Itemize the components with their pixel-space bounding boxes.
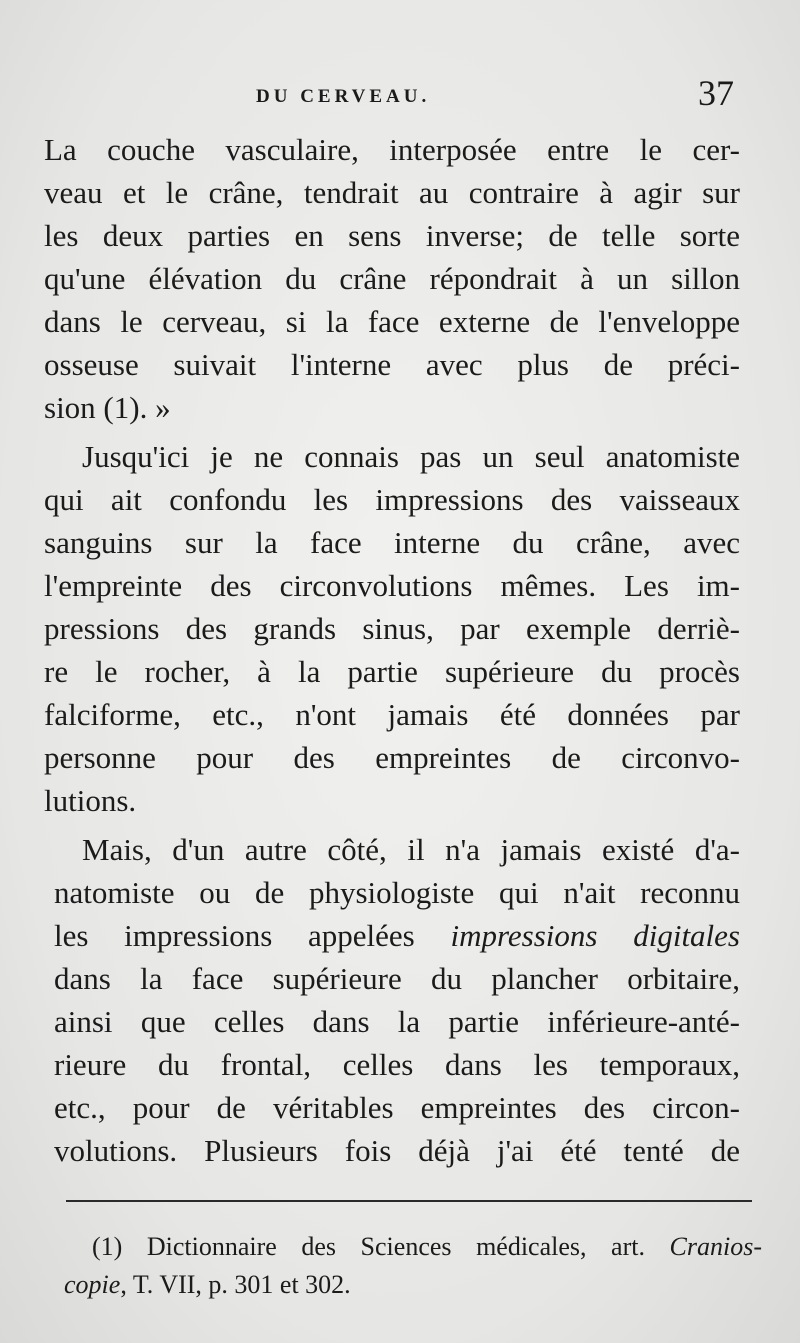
text-line: lutions. xyxy=(44,783,137,818)
text-line: etc., pour de véritables empreintes des circon- xyxy=(54,1090,740,1125)
text-line: re le rocher, à la partie supérieure du procès xyxy=(44,654,740,689)
body-text xyxy=(44,128,740,1172)
text-fragment: les impressions appelées xyxy=(54,918,451,953)
text-line: les deux parties en sens inverse; de telle sorte xyxy=(44,218,740,253)
footnote xyxy=(64,1228,762,1304)
page-header xyxy=(0,72,800,122)
text-line: natomiste ou de physiologiste qui n'ait reconnu xyxy=(54,875,740,910)
text-line: dans le cerveau, si la face externe de l'enveloppe xyxy=(44,304,740,339)
paragraph-start-line: Jusqu'ici je ne connais pas un seul anatomiste xyxy=(82,439,740,474)
text-line: osseuse suivait l'interne avec plus de préci- xyxy=(44,347,740,382)
text-line: pressions des grands sinus, par exemple derriè- xyxy=(44,611,740,646)
text-line: dans la face supérieure du plancher orbitaire, xyxy=(54,961,740,996)
text-line: ainsi que celles dans la partie inférieure-anté- xyxy=(54,1004,740,1039)
text-line: sion (1). » xyxy=(44,390,171,425)
text-line: rieure du frontal, celles dans les temporaux, xyxy=(54,1047,740,1082)
text-line: falciforme, etc., n'ont jamais été données par xyxy=(44,697,740,732)
footnote-text: , T. VII, p. 301 et 302. xyxy=(120,1270,351,1299)
text-line: personne pour des empreintes de circonvo- xyxy=(44,740,740,775)
text-line: sanguins sur la face interne du crâne, avec xyxy=(44,525,740,560)
footnote-italic: Cranios- xyxy=(669,1232,762,1261)
text-line: veau et le crâne, tendrait au contraire à agir sur xyxy=(44,175,740,210)
footnote-italic: copie xyxy=(64,1270,121,1299)
text-line: l'empreinte des circonvolutions mêmes. Les im- xyxy=(44,568,740,603)
page-number: 37 xyxy=(698,73,734,113)
footnote-line xyxy=(64,1266,762,1304)
footnote-line xyxy=(92,1228,762,1266)
footnote-rule xyxy=(66,1200,752,1202)
text-line: volutions. Plusieurs fois déjà j'ai été tenté de xyxy=(54,1133,740,1168)
text-line xyxy=(44,914,740,957)
text-line: qu'une élévation du crâne répondrait à un sillon xyxy=(44,261,740,296)
footnote-text: (1) Dictionnaire des Sciences médicales, art. xyxy=(92,1232,670,1261)
text-line: La couche vasculaire, interposée entre le cer- xyxy=(44,132,740,167)
running-title: DU CERVEAU. xyxy=(256,86,431,107)
text-line: qui ait confondu les impressions des vaisseaux xyxy=(44,482,740,517)
paragraph-start-line: Mais, d'un autre côté, il n'a jamais existé d'a- xyxy=(82,832,740,867)
italic-term: impressions digitales xyxy=(450,918,740,953)
